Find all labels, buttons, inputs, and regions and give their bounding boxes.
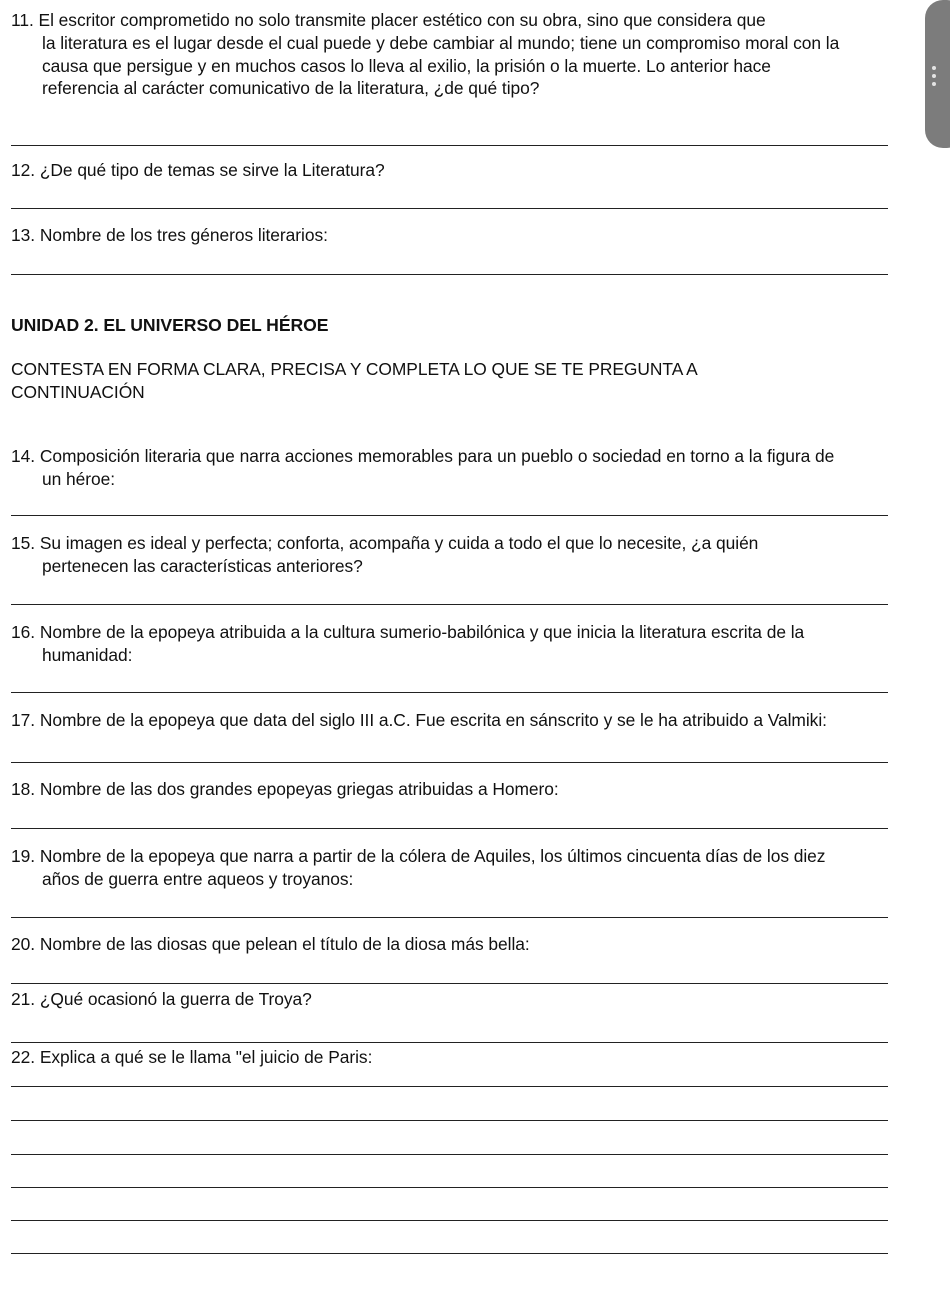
answer-line-22-1[interactable]: [11, 1086, 888, 1087]
question-number: 15.: [11, 533, 36, 553]
question-text: Nombre de los tres géneros literarios:: [39, 225, 328, 245]
grip-dot-icon: [932, 82, 936, 86]
answer-line-18[interactable]: [11, 828, 888, 829]
answer-line-13[interactable]: [11, 274, 888, 275]
question-11-line-3: causa que persigue y en muchos casos lo lleva al exilio, la prisión o la muerte. Lo anterior hace: [42, 56, 771, 76]
question-text: Nombre de la epopeya que data del siglo III a.C. Fue escrita en sánscrito y se le ha atribuido a Valmiki:: [39, 710, 827, 730]
question-number: 17.: [11, 710, 36, 730]
question-number: 19.: [11, 846, 36, 866]
instructions-line-1: CONTESTA EN FORMA CLARA, PRECISA Y COMPLETA LO QUE SE TE PREGUNTA A: [11, 359, 698, 379]
question-19-line-2: años de guerra entre aqueos y troyanos:: [42, 869, 354, 889]
question-22: [11, 1047, 372, 1068]
question-18: [11, 779, 559, 800]
question-15-line-1: [11, 533, 758, 554]
question-number: 12.: [11, 160, 36, 180]
question-15-line-2: pertenecen las características anteriores?: [42, 556, 363, 576]
question-text: Nombre de la epopeya atribuida a la cultura sumerio-babilónica y que inicia la literatura escrita de la: [39, 622, 805, 642]
answer-line-16[interactable]: [11, 692, 888, 693]
question-16-line-2: humanidad:: [42, 645, 133, 665]
question-12: [11, 160, 385, 181]
question-19-line-1: [11, 846, 825, 867]
answer-line-15[interactable]: [11, 604, 888, 605]
answer-line-11[interactable]: [11, 145, 888, 146]
scrollbar-handle[interactable]: [925, 0, 950, 148]
answer-line-20[interactable]: [11, 983, 888, 984]
answer-line-22-3[interactable]: [11, 1154, 888, 1155]
question-14-line-2: un héroe:: [42, 469, 116, 489]
answer-line-14[interactable]: [11, 515, 888, 516]
question-11-line-4: referencia al carácter comunicativo de la literatura, ¿de qué tipo?: [42, 78, 540, 98]
question-17: [11, 710, 827, 731]
unit-heading: UNIDAD 2. EL UNIVERSO DEL HÉROE: [11, 315, 329, 335]
question-text: Nombre de las dos grandes epopeyas griegas atribuidas a Homero:: [39, 779, 559, 799]
grip-dot-icon: [932, 66, 936, 70]
question-14-line-1: [11, 446, 834, 467]
question-21: [11, 989, 312, 1010]
question-text: Su imagen es ideal y perfecta; conforta, acompaña y cuida a todo el que lo necesite, ¿a quién: [39, 533, 759, 553]
answer-line-22-2[interactable]: [11, 1120, 888, 1121]
question-text: Explica a qué se le llama "el juicio de Paris:: [39, 1047, 373, 1067]
question-number: 20.: [11, 934, 36, 954]
question-text: Nombre de las diosas que pelean el título de la diosa más bella:: [39, 934, 530, 954]
question-text: Composición literaria que narra acciones memorables para un pueblo o sociedad en torno a la figura de: [39, 446, 835, 466]
question-number: 22.: [11, 1047, 36, 1067]
question-number: 16.: [11, 622, 36, 642]
question-20: [11, 934, 530, 955]
answer-line-19[interactable]: [11, 917, 888, 918]
answer-line-12[interactable]: [11, 208, 888, 209]
answer-line-21[interactable]: [11, 1042, 888, 1043]
question-number: 11.: [11, 10, 34, 30]
answer-line-17[interactable]: [11, 762, 888, 763]
question-16-line-1: [11, 622, 804, 643]
answer-line-22-5[interactable]: [11, 1220, 888, 1221]
question-number: 13.: [11, 225, 36, 245]
question-text: ¿Qué ocasionó la guerra de Troya?: [39, 989, 312, 1009]
question-13: [11, 225, 328, 246]
question-11-line-1: [11, 10, 766, 31]
question-number: 21.: [11, 989, 36, 1009]
instructions-line-2: CONTINUACIÓN: [11, 382, 145, 402]
question-number: 18.: [11, 779, 36, 799]
question-text: Nombre de la epopeya que narra a partir de la cólera de Aquiles, los últimos cincuenta días de los diez: [39, 846, 826, 866]
question-11-line-2: la literatura es el lugar desde el cual puede y debe cambiar al mundo; tiene un compromiso moral con la: [42, 33, 840, 53]
grip-dot-icon: [932, 74, 936, 78]
question-text: El escritor comprometido no solo transmite placer estético con su obra, sino que considera que: [38, 10, 766, 30]
answer-line-22-4[interactable]: [11, 1187, 888, 1188]
question-number: 14.: [11, 446, 36, 466]
question-text: ¿De qué tipo de temas se sirve la Literatura?: [39, 160, 385, 180]
answer-line-22-6[interactable]: [11, 1253, 888, 1254]
